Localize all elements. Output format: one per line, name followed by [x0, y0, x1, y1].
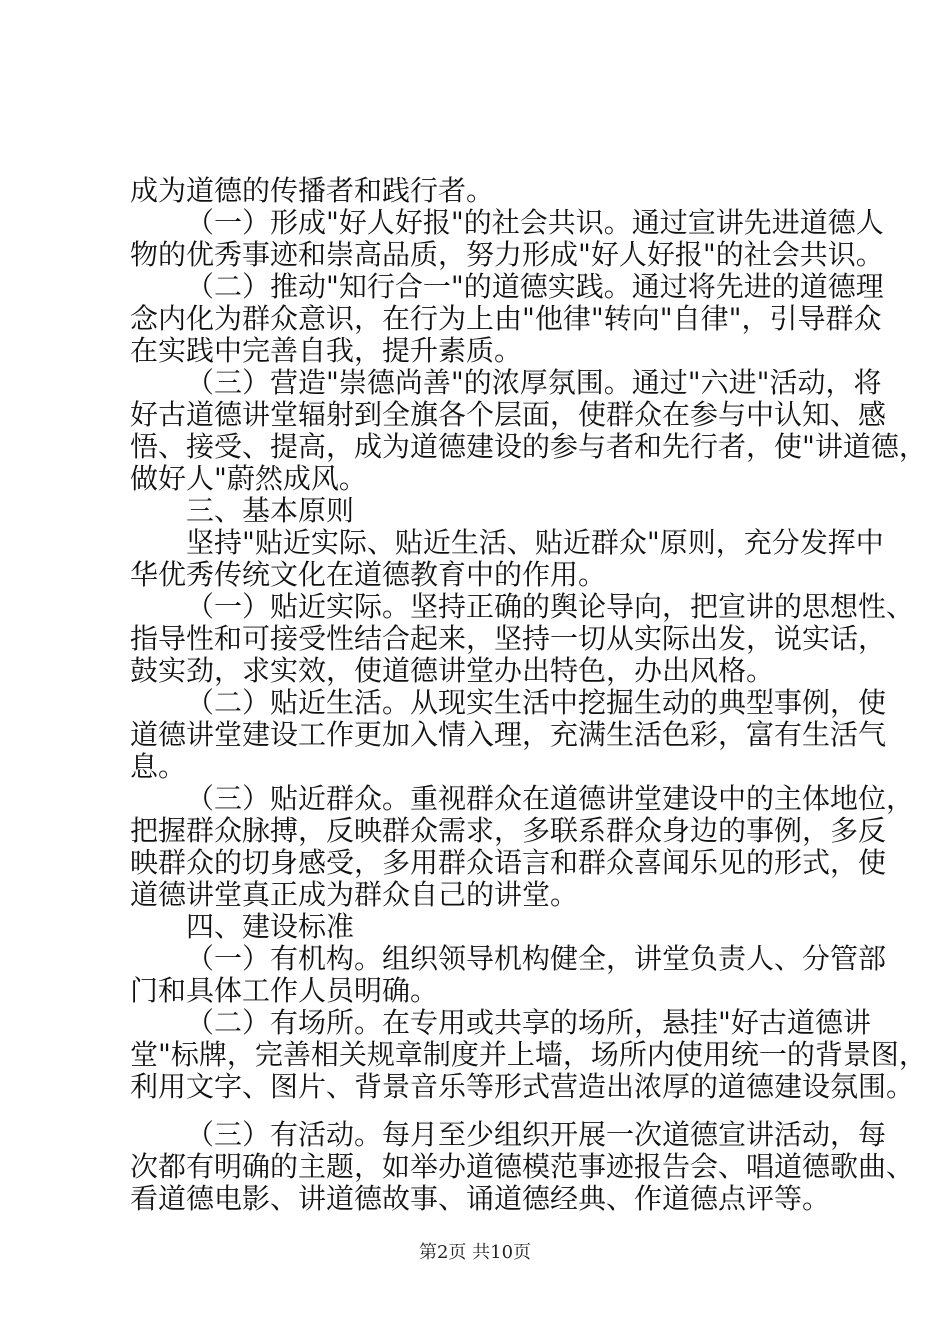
page-footer: 第2页 共10页 [418, 1242, 532, 1263]
text-line: （二）贴近生活。从现实生活中挖掘生动的典型事例，使 [186, 686, 887, 719]
text-line: 堂"标牌，完善相关规章制度并上墙，场所内使用统一的背景图， [130, 1038, 927, 1071]
text-line: 映群众的切身感受，多用群众语言和群众喜闻乐见的形式，使 [130, 846, 887, 879]
text-line: （三）贴近群众。重视群众在道德讲堂建设中的主体地位， [186, 782, 915, 815]
text-line: 次都有明确的主题，如举办道德模范事迹报告会、唱道德歌曲、 [130, 1150, 915, 1183]
text-line: 道德讲堂建设工作更加入情入理，充满生活色彩，富有生活气 [130, 718, 887, 751]
text-line: （一）有机构。组织领导机构健全，讲堂负责人、分管部 [186, 942, 887, 975]
section-heading: 四、建设标准 [186, 910, 355, 943]
text-line: 悟、接受、提高，成为道德建设的参与者和先行者，使"讲道德， [130, 430, 927, 463]
text-line: （一）贴近实际。坚持正确的舆论导向，把宣讲的思想性、 [186, 590, 915, 623]
section-heading: 三、基本原则 [186, 494, 355, 527]
text-line: 鼓实劲，求实效，使道德讲堂办出特色，办出风格。 [130, 654, 775, 687]
text-line: 息。 [130, 750, 187, 783]
text-line: 成为道德的传播者和践行者。 [130, 174, 495, 207]
text-line: 利用文字、图片、背景音乐等形式营造出浓厚的道德建设氛围。 [130, 1070, 915, 1103]
text-line: 好古道德讲堂辐射到全旗各个层面，使群众在参与中认知、感 [130, 398, 887, 431]
text-line: 看道德电影、讲道德故事、诵道德经典、作道德点评等。 [130, 1182, 831, 1215]
text-line: 物的优秀事迹和崇高品质，努力形成"好人好报"的社会共识。 [130, 238, 884, 271]
text-line: 坚持"贴近实际、贴近生活、贴近群众"原则，充分发挥中 [186, 526, 884, 559]
text-line: 念内化为群众意识，在行为上由"他律"转向"自律"，引导群众 [130, 302, 882, 335]
text-line: 门和具体工作人员明确。 [130, 974, 439, 1007]
text-line: 把握群众脉搏，反映群众需求，多联系群众身边的事例，多反 [130, 814, 887, 847]
text-line: 道德讲堂真正成为群众自己的讲堂。 [130, 878, 579, 911]
text-line: 华优秀传统文化在道德教育中的作用。 [130, 558, 607, 591]
text-line: （三）有活动。每月至少组织开展一次道德宣讲活动，每 [186, 1118, 887, 1151]
text-line: 在实践中完善自我，提升素质。 [130, 334, 523, 367]
text-line: 做好人"蔚然成风。 [130, 462, 367, 495]
text-line: （三）营造"崇德尚善"的浓厚氛围。通过"六进"活动，将 [186, 366, 882, 399]
text-line: （二）推动"知行合一"的道德实践。通过将先进的道德理 [186, 270, 884, 303]
text-line: 指导性和可接受性结合起来，坚持一切从实际出发，说实话， [130, 622, 887, 655]
text-line: （二）有场所。在专用或共享的场所，悬挂"好古道德讲 [186, 1006, 871, 1039]
text-line: （一）形成"好人好报"的社会共识。通过宣讲先进道德人 [186, 206, 884, 239]
